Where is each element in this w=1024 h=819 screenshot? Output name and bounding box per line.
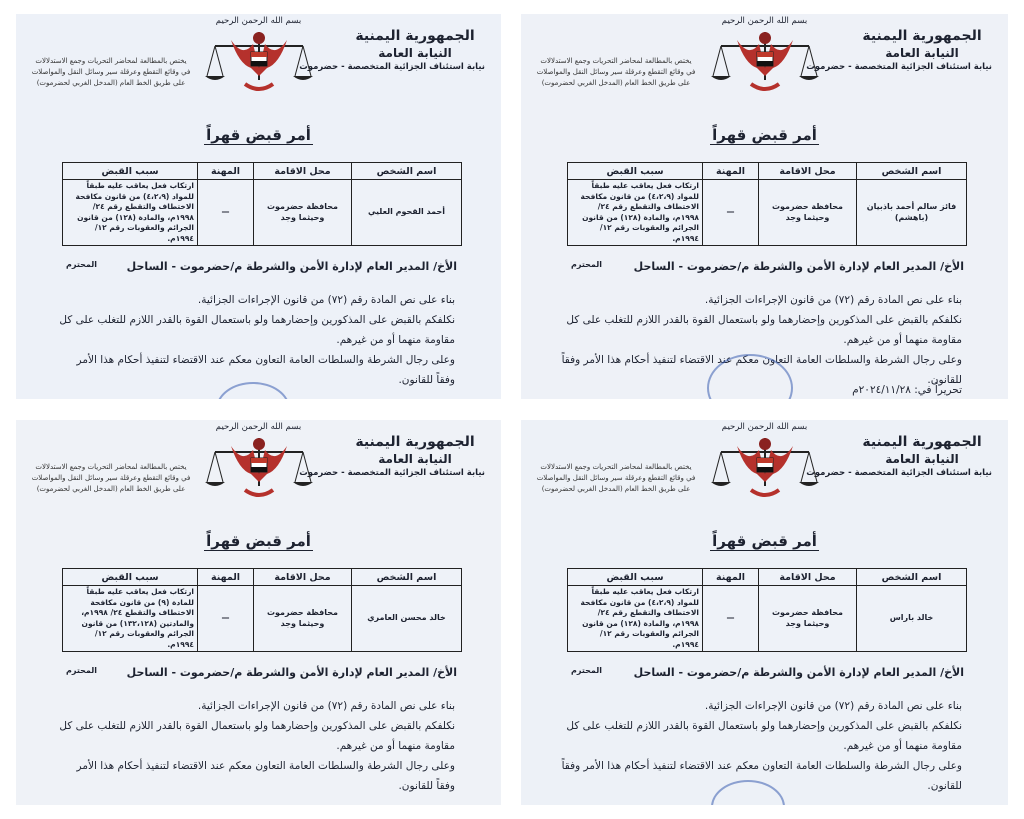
header-reason: سبب القبض	[63, 163, 198, 180]
basmala: بسم الله الرحمن الرحيم	[721, 422, 808, 432]
side-note: يختص بالمطالعة لمحاضر التحريات وجمع الاستدلالات في وقائع التقطع وعرقلة سير وسائل النقل والمواصلات على طريق الخط العام (المدخل الغربي لحضرموت)	[31, 57, 191, 87]
basmala: بسم الله الرحمن الرحيم	[721, 16, 808, 26]
paragraph-1: بناء على نص المادة رقم (٧٢) من قانون الإجراءات الجزائية.	[197, 294, 455, 306]
arrest-reason: ارتكاب فعل يعاقب عليه طبقاً للمادة (٩) من قانون مكافحة الاختطاف والتقطع ٢٤/ ١٩٩٨م، والمادتين (١٣٢،١٢٨) من قانون الجرائم والعقوبات رقم ١٢/ ١٩٩٤م.	[63, 586, 198, 652]
issue-date: تحريراً في: ٢٠٢٤/١١/٢٨م	[852, 384, 962, 396]
person-name: أحمد القحوم العليي	[352, 180, 462, 246]
arrest-reason: ارتكاب فعل يعاقب عليه طبقاً للمواد (٤،٢،٩) من قانون مكافحة الاختطاف والتقطع رقم ٢٤/ ١٩٩٨م، والمادة (١٢٨) من قانون الجرائم والعقوبات رقم ١٢/ ١٩٩٤م.	[568, 180, 703, 246]
header-residence: محل الاقامة	[254, 163, 352, 180]
prosecution-title: النيابة العامة	[885, 46, 959, 60]
order-title: أمر قبض قهراً	[712, 532, 817, 550]
table-row	[63, 586, 462, 652]
residence: محافظة حضرموت وحيثما وجد	[759, 586, 857, 652]
yemen-emblem-icon	[201, 18, 317, 98]
header-profession: المهنة	[198, 569, 254, 586]
side-note: يختص بالمطالعة لمحاضر التحريات وجمع الاستدلالات في وقائع التقطع وعرقلة سير وسائل النقل والمواصلات على طريق الخط العام (المدخل الغربي لحضرموت)	[31, 463, 191, 493]
order-title: أمر قبض قهراً	[712, 126, 817, 144]
yemen-emblem-icon	[707, 424, 823, 504]
paragraph-1: بناء على نص المادة رقم (٧٢) من قانون الإجراءات الجزائية.	[704, 700, 962, 712]
arrest-order-document-1	[16, 14, 501, 399]
profession: —	[703, 180, 759, 246]
respected-label: المحترم	[571, 260, 602, 269]
header-name: اسم الشخص	[857, 569, 967, 586]
profession: —	[703, 586, 759, 652]
republic-title: الجمهورية اليمنية	[862, 434, 982, 450]
header-reason: سبب القبض	[63, 569, 198, 586]
letterhead	[806, 434, 992, 478]
yemen-emblem-icon	[201, 424, 317, 504]
header-residence: محل الاقامة	[759, 163, 857, 180]
republic-title: الجمهورية اليمنية	[355, 28, 475, 44]
header-name: اسم الشخص	[352, 163, 462, 180]
table-row	[63, 180, 462, 246]
division-title: نيابة استئناف الجزائية المتخصصة - حضرموت	[299, 468, 485, 478]
division-title: نيابة استئناف الجزائية المتخصصة - حضرموت	[806, 468, 992, 478]
paragraph-2: نكلفكم بالقبض على المذكورين وإحضارهما ولو باستعمال القوة بالقدر اللازم للتغلب على كل مقاومة منهما أو من غيرهم.	[566, 314, 962, 346]
republic-title: الجمهورية اليمنية	[355, 434, 475, 450]
header-reason: سبب القبض	[568, 569, 703, 586]
person-name: خالد محسن العامري	[352, 586, 462, 652]
paragraph-3: وعلى رجال الشرطة والسلطات العامة التعاون معكم عند الاقتضاء لتنفيذ أحكام هذا الأمر وفقاً للقانون.	[76, 760, 455, 792]
paragraph-1: بناء على نص المادة رقم (٧٢) من قانون الإجراءات الجزائية.	[197, 700, 455, 712]
arrest-table	[62, 568, 462, 652]
profession: —	[198, 180, 254, 246]
profession: —	[198, 586, 254, 652]
addressee: الأخ/ المدير العام لإدارة الأمن والشرطة م/حضرموت - الساحل	[633, 666, 964, 679]
order-body	[56, 290, 455, 390]
table-header-row	[568, 163, 967, 180]
addressee-line	[571, 666, 964, 679]
arrest-table	[567, 162, 967, 246]
addressee: الأخ/ المدير العام لإدارة الأمن والشرطة م/حضرموت - الساحل	[633, 260, 964, 273]
respected-label: المحترم	[66, 666, 97, 675]
arrest-table	[62, 162, 462, 246]
order-title: أمر قبض قهراً	[206, 532, 311, 550]
basmala: بسم الله الرحمن الرحيم	[215, 422, 302, 432]
header-reason: سبب القبض	[568, 163, 703, 180]
paragraph-2: نكلفكم بالقبض على المذكورين وإحضارهما ولو باستعمال القوة بالقدر اللازم للتغلب على كل مقاومة منهما أو من غيرهم.	[59, 314, 455, 346]
paragraph-3: وعلى رجال الشرطة والسلطات العامة التعاون معكم عند الاقتضاء لتنفيذ أحكام هذا الأمر وفقاً للقانون.	[561, 760, 962, 792]
paragraph-3: وعلى رجال الشرطة والسلطات العامة التعاون معكم عند الاقتضاء لتنفيذ أحكام هذا الأمر وفقاً للقانون.	[76, 354, 455, 386]
respected-label: المحترم	[571, 666, 602, 675]
addressee-line	[66, 260, 457, 273]
residence: محافظة حضرموت وحيثما وجد	[254, 180, 352, 246]
order-body	[56, 696, 455, 796]
letterhead	[299, 28, 485, 72]
header-profession: المهنة	[703, 163, 759, 180]
arrest-reason: ارتكاب فعل يعاقب عليه طبقاً للمواد (٤،٢،٩) من قانون مكافحة الاختطاف والتقطع رقم ٢٤/ ١٩٩٨م، والمادة (١٢٨) من قانون الجرائم والعقوبات رقم ١٢/ ١٩٩٤م.	[63, 180, 198, 246]
basmala: بسم الله الرحمن الرحيم	[215, 16, 302, 26]
person-name: خالد باراس	[857, 586, 967, 652]
addressee-line	[571, 260, 964, 273]
republic-title: الجمهورية اليمنية	[862, 28, 982, 44]
table-header-row	[63, 569, 462, 586]
header-profession: المهنة	[198, 163, 254, 180]
addressee: الأخ/ المدير العام لإدارة الأمن والشرطة م/حضرموت - الساحل	[126, 666, 457, 679]
table-row	[568, 180, 967, 246]
header-name: اسم الشخص	[857, 163, 967, 180]
division-title: نيابة استئناف الجزائية المتخصصة - حضرموت	[806, 62, 992, 72]
header-name: اسم الشخص	[352, 569, 462, 586]
side-note: يختص بالمطالعة لمحاضر التحريات وجمع الاستدلالات في وقائع التقطع وعرقلة سير وسائل النقل والمواصلات على طريق الخط العام (المدخل الغربي لحضرموت)	[536, 57, 696, 87]
table-header-row	[63, 163, 462, 180]
arrest-table	[567, 568, 967, 652]
yemen-emblem-icon	[707, 18, 823, 98]
letterhead	[806, 28, 992, 72]
respected-label: المحترم	[66, 260, 97, 269]
table-header-row	[568, 569, 967, 586]
side-note: يختص بالمطالعة لمحاضر التحريات وجمع الاستدلالات في وقائع التقطع وعرقلة سير وسائل النقل والمواصلات على طريق الخط العام (المدخل الغربي لحضرموت)	[536, 463, 696, 493]
paragraph-2: نكلفكم بالقبض على المذكورين وإحضارهما ولو باستعمال القوة بالقدر اللازم للتغلب على كل مقاومة منهما أو من غيرهم.	[59, 720, 455, 752]
arrest-reason: ارتكاب فعل يعاقب عليه طبقاً للمواد (٤،٢،٩) من قانون مكافحة الاختطاف والتقطع رقم ٢٤/ ١٩٩٨م، والمادة (١٢٨) من قانون الجرائم والعقوبات رقم ١٢/ ١٩٩٤م.	[568, 586, 703, 652]
header-profession: المهنة	[703, 569, 759, 586]
prosecution-title: النيابة العامة	[885, 452, 959, 466]
paragraph-1: بناء على نص المادة رقم (٧٢) من قانون الإجراءات الجزائية.	[704, 294, 962, 306]
addressee-line	[66, 666, 457, 679]
prosecution-title: النيابة العامة	[378, 46, 452, 60]
order-title: أمر قبض قهراً	[206, 126, 311, 144]
person-name: فائز سالم أحمد باذبيان (باهشم)	[857, 180, 967, 246]
paragraph-3: وعلى رجال الشرطة والسلطات العامة التعاون معكم عند الاقتضاء لتنفيذ أحكام هذا الأمر وفقاً للقانون.	[561, 354, 962, 386]
header-residence: محل الاقامة	[254, 569, 352, 586]
header-residence: محل الاقامة	[759, 569, 857, 586]
paragraph-2: نكلفكم بالقبض على المذكورين وإحضارهما ولو باستعمال القوة بالقدر اللازم للتغلب على كل مقاومة منهما أو من غيرهم.	[566, 720, 962, 752]
arrest-order-document-3	[16, 420, 501, 805]
arrest-order-document-4	[521, 420, 1008, 805]
residence: محافظة حضرموت وحيثما وجد	[254, 586, 352, 652]
residence: محافظة حضرموت وحيثما وجد	[759, 180, 857, 246]
addressee: الأخ/ المدير العام لإدارة الأمن والشرطة م/حضرموت - الساحل	[126, 260, 457, 273]
letterhead	[299, 434, 485, 478]
arrest-order-document-2	[521, 14, 1008, 399]
table-row	[568, 586, 967, 652]
prosecution-title: النيابة العامة	[378, 452, 452, 466]
division-title: نيابة استئناف الجزائية المتخصصة - حضرموت	[299, 62, 485, 72]
